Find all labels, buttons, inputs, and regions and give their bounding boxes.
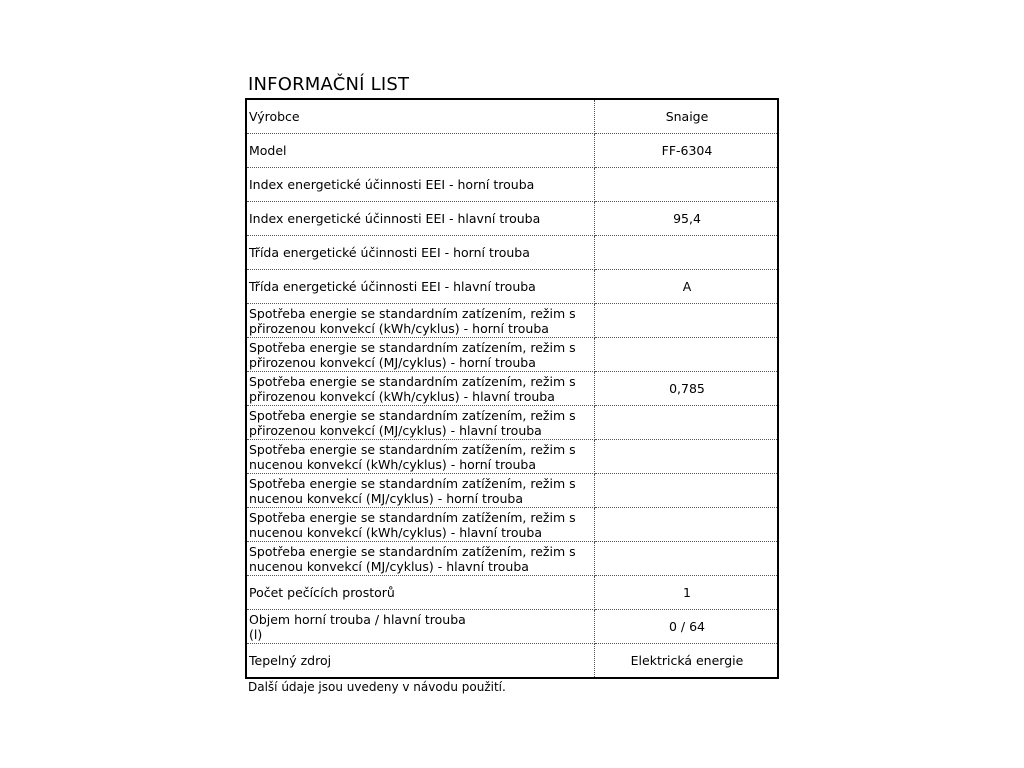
row-value-consumption-forced-mj-main bbox=[595, 542, 779, 576]
row-label-volume bbox=[246, 610, 595, 644]
row-label-class-main: Třída energetické účinnosti EEI - hlavní trouba bbox=[246, 270, 595, 304]
row-value-eei-upper bbox=[595, 168, 779, 202]
table-row bbox=[246, 202, 778, 236]
row-value-consumption-forced-mj-upper bbox=[595, 474, 779, 508]
label-line-1: Objem horní trouba / hlavní trouba bbox=[249, 611, 466, 627]
page-title: INFORMAČNÍ LIST bbox=[248, 74, 410, 95]
footnote: Další údaje jsou uvedeny v návodu použití. bbox=[248, 680, 506, 694]
label-line-2: přirozenou konvekcí (MJ/cyklus) - hlavní trouba bbox=[249, 422, 542, 438]
row-value-model: FF-6304 bbox=[595, 134, 779, 168]
table-row bbox=[246, 134, 778, 168]
label-line-1: Spotřeba energie se standardním zatízením, režim s bbox=[249, 407, 576, 423]
label-line-2: (l) bbox=[249, 626, 263, 642]
row-label-manufacturer: Výrobce bbox=[246, 99, 595, 134]
info-table bbox=[245, 98, 779, 679]
row-value-class-main: A bbox=[595, 270, 779, 304]
row-label-heat-source: Tepelný zdroj bbox=[246, 644, 595, 679]
label-line-1: Spotřeba energie se standardním zatízením, režim s bbox=[249, 339, 576, 355]
row-value-consumption-natural-kwh-main: 0,785 bbox=[595, 372, 779, 406]
row-value-eei-main: 95,4 bbox=[595, 202, 779, 236]
row-value-consumption-natural-mj-upper bbox=[595, 338, 779, 372]
label-line-1: Spotřeba energie se standardním zatízením, režim s bbox=[249, 305, 576, 321]
table-row bbox=[246, 338, 778, 372]
row-value-consumption-forced-kwh-upper bbox=[595, 440, 779, 474]
label-line-2: nucenou konvekcí (MJ/cyklus) - horní trouba bbox=[249, 490, 523, 506]
row-label-eei-upper: Index energetické účinnosti EEI - horní trouba bbox=[246, 168, 595, 202]
row-label-consumption-natural-kwh-main bbox=[246, 372, 595, 406]
label-line-2: nucenou konvekcí (MJ/cyklus) - hlavní trouba bbox=[249, 558, 529, 574]
table-row bbox=[246, 644, 778, 679]
row-value-class-upper bbox=[595, 236, 779, 270]
label-line-2: nucenou konvekcí (kWh/cyklus) - hlavní trouba bbox=[249, 524, 542, 540]
row-value-consumption-natural-kwh-upper bbox=[595, 304, 779, 338]
label-line-2: přirozenou konvekcí (kWh/cyklus) - hlavní trouba bbox=[249, 388, 555, 404]
row-value-volume: 0 / 64 bbox=[595, 610, 779, 644]
label-line-2: přirozenou konvekcí (kWh/cyklus) - horní trouba bbox=[249, 320, 549, 336]
row-label-model: Model bbox=[246, 134, 595, 168]
row-label-consumption-natural-mj-upper bbox=[246, 338, 595, 372]
table-row bbox=[246, 542, 778, 576]
row-value-cavity-count: 1 bbox=[595, 576, 779, 610]
label-line-1: Spotřeba energie se standardním zatížením, režim s bbox=[249, 475, 576, 491]
label-line-2: přirozenou konvekcí (MJ/cyklus) - horní trouba bbox=[249, 354, 536, 370]
table-row bbox=[246, 168, 778, 202]
table-row bbox=[246, 508, 778, 542]
label-line-1: Spotřeba energie se standardním zatízením, režim s bbox=[249, 373, 576, 389]
table-row bbox=[246, 610, 778, 644]
row-label-consumption-forced-mj-main bbox=[246, 542, 595, 576]
row-label-cavity-count: Počet pečících prostorů bbox=[246, 576, 595, 610]
label-line-2: nucenou konvekcí (kWh/cyklus) - horní trouba bbox=[249, 456, 537, 472]
row-value-consumption-natural-mj-main bbox=[595, 406, 779, 440]
table-row bbox=[246, 270, 778, 304]
label-line-1: Spotřeba energie se standardním zatížením, režim s bbox=[249, 509, 576, 525]
table-row bbox=[246, 474, 778, 508]
row-value-heat-source: Elektrická energie bbox=[630, 653, 744, 668]
row-label-consumption-forced-kwh-main bbox=[246, 508, 595, 542]
label-line-1: Spotřeba energie se standardním zatížením, režim s bbox=[249, 441, 576, 457]
table-row bbox=[246, 304, 778, 338]
table-row bbox=[246, 576, 778, 610]
table-row bbox=[246, 372, 778, 406]
row-label-class-upper: Třída energetické účinnosti EEI - horní trouba bbox=[246, 236, 595, 270]
row-label-eei-main: Index energetické účinnosti EEI - hlavní trouba bbox=[246, 202, 595, 236]
row-value-consumption-forced-kwh-main bbox=[595, 508, 779, 542]
row-label-consumption-natural-kwh-upper bbox=[246, 304, 595, 338]
row-label-consumption-forced-mj-upper bbox=[246, 474, 595, 508]
row-value-manufacturer: Snaige bbox=[595, 99, 779, 134]
table-row bbox=[246, 236, 778, 270]
label-line-1: Spotřeba energie se standardním zatížením, režim s bbox=[249, 543, 576, 559]
row-label-consumption-forced-kwh-upper bbox=[246, 440, 595, 474]
row-label-consumption-natural-mj-main bbox=[246, 406, 595, 440]
table-row bbox=[246, 406, 778, 440]
table-row bbox=[246, 440, 778, 474]
table-row bbox=[246, 99, 778, 134]
